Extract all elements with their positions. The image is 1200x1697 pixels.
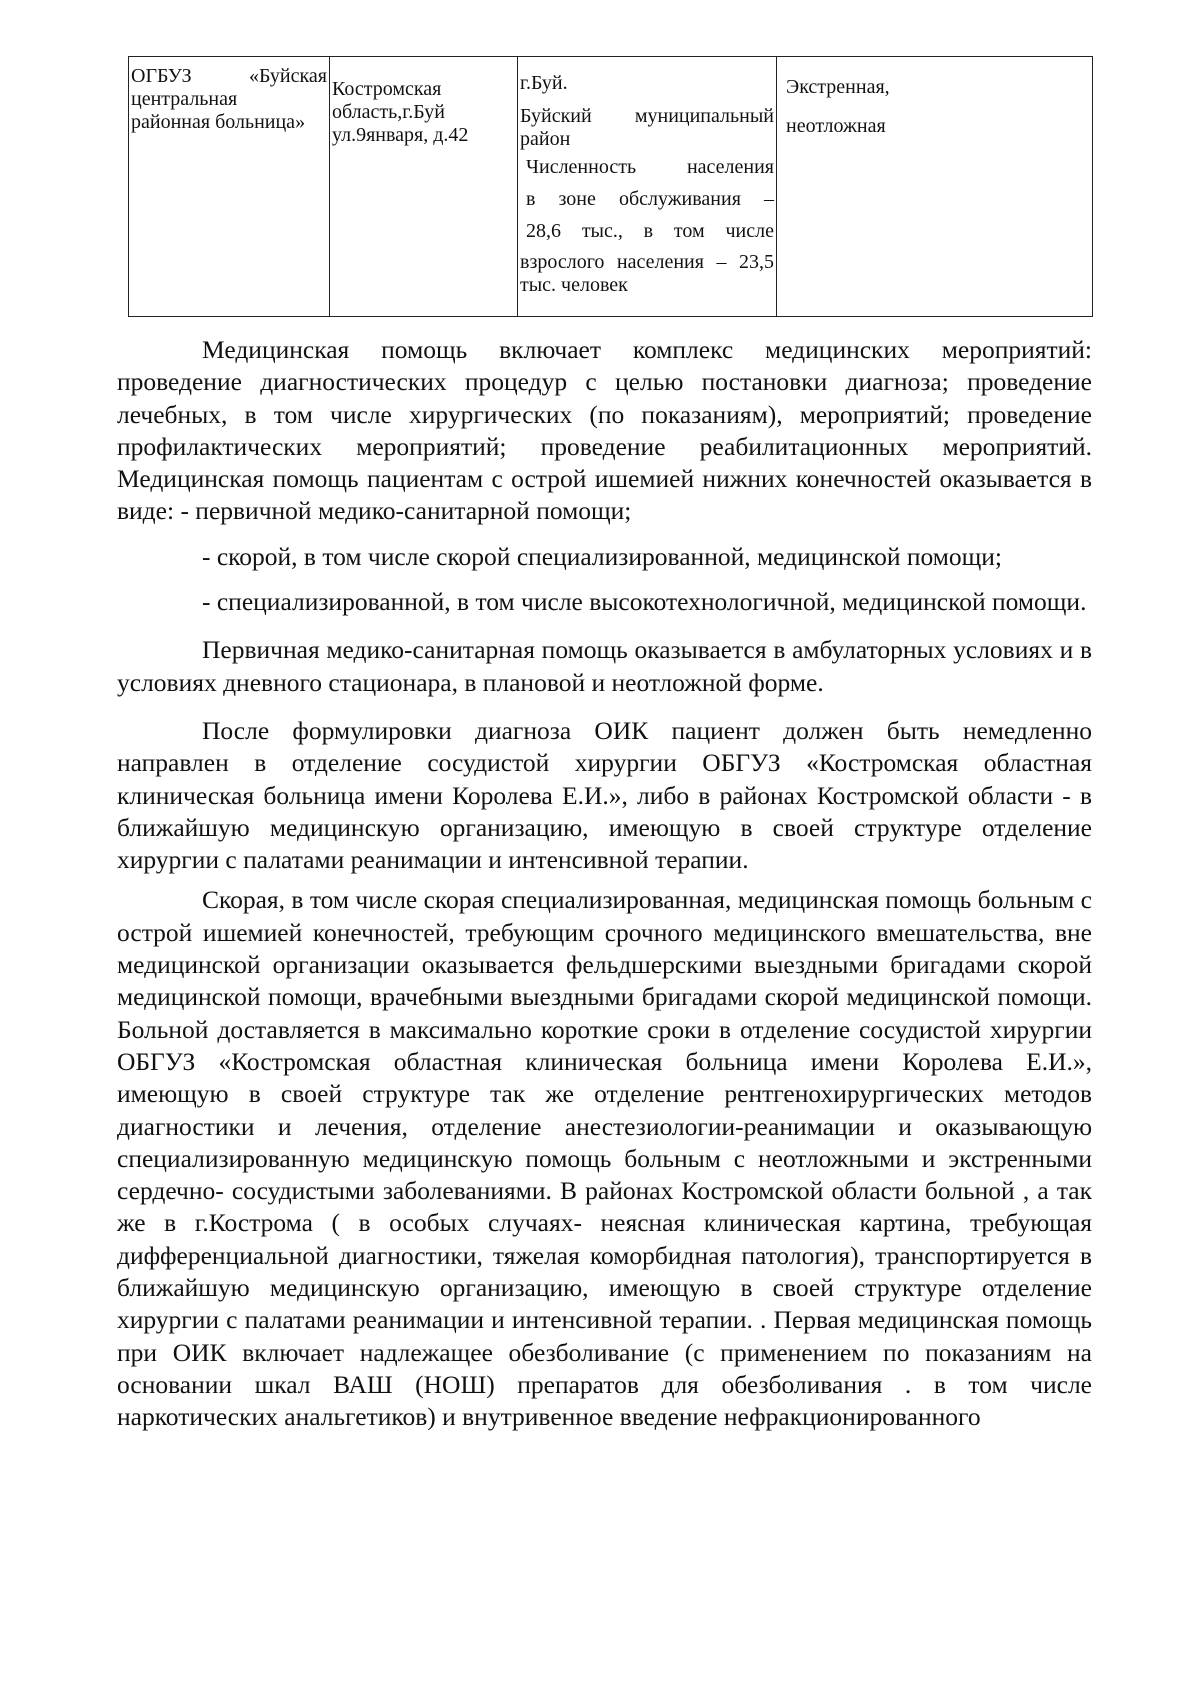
address-line: Костромская [332, 78, 442, 100]
territory-cell [518, 57, 777, 317]
address-line: область,г.Буй [332, 101, 445, 123]
document-body [117, 334, 1092, 1434]
district-line: район [520, 128, 571, 150]
population-line: Численность населения [526, 156, 774, 178]
city-name: г.Буй. [520, 72, 568, 94]
population-line: в зоне обслуживания – [526, 188, 774, 210]
organization-cell [129, 57, 330, 317]
paragraph-emergency-care: - скорой, в том числе скорой специализированной, медицинской помощи; [202, 541, 1003, 571]
paragraph-specialized-care: - специализированной, в том числе высокотехнологичной, медицинской помощи. [202, 587, 1087, 617]
organization-line: центральная [131, 88, 238, 110]
hospital-info-table [128, 56, 1093, 317]
address-line: ул.9января, д.42 [332, 124, 469, 146]
care-form-cell [777, 57, 1093, 317]
paragraph-primary-care: Первичная медико-санитарная помощь оказывается в амбулаторных условиях и в условиях дневного стационара, в плановой и неотложной форме. [117, 635, 1092, 697]
paragraph-ambulance-care: Скорая, в том числе скорая специализированная, медицинская помощь больным с острой ишемией конечностей, требующим срочного медицинского вмешательства, вне медицинской организации оказывается фельдшерскими выездными бригадами скорой медицинской помощи, врачебными выездными бригадами скорой медицинской помощи. Больной доставляется в максимально короткие сроки в отделение сосудистой хирургии ОБГУЗ «Костромская областная клиническая больница имени Королева Е.И.», имеющую в своей структуре так же отделение рентгенохирургических методов диагностики и лечения, отделение анестезиологии-реанимации и оказывающую специализированную медицинскую помощь больным с неотложными и экстренными сердечно- сосудистыми заболеваниями. В районах Костромской области больной , а так же в г.Кострома ( в особых случаях- неясная клиническая картина, требующая дифференциальной диагностики, тяжелая коморбидная патология), транспортируется в ближайшую медицинскую организацию, имеющую в своей структуре отделение хирургии с палатами реанимации и интенсивной терапии. . Первая медицинская помощь при ОИК включает надлежащее обезболивание (с применением по показаниям на основании шкал ВАШ (НОШ) препаратов для обезболивания . в том числе наркотических анальгетиков) и внутривенное введение нефракционированного [117, 885, 1092, 1432]
population-line: 28,6 тыс., в том числе [526, 220, 774, 242]
paragraph-medical-care: Медицинская помощь включает комплекс медицинских мероприятий: проведение диагностических процедур с целью постановки диагноза; проведение лечебных, в том числе хирургических (по показаниям), мероприятий; проведение профилактических мероприятий; проведение реабилитационных мероприятий. Медицинская помощь пациентам с острой ишемией нижних конечностей оказывается в виде: - первичной медико-санитарной помощи; [117, 335, 1092, 526]
table-row [129, 57, 1093, 317]
address-cell [330, 57, 518, 317]
organization-line: ОГБУЗ «Буйская [131, 65, 327, 87]
care-form-line: Экстренная, [786, 76, 890, 98]
district-line: Буйский муниципальный [520, 105, 774, 127]
paragraph-diagnosis-routing: После формулировки диагноза ОИК пациент должен быть немедленно направлен в отделение сосудистой хирургии ОБГУЗ «Костромская областная клиническая больница имени Королева Е.И.», либо в районах Костромской области - в ближайшую медицинскую организацию, имеющую в своей структуре отделение хирургии с палатами реанимации и интенсивной терапии. [117, 715, 1092, 875]
care-form-line: неотложная [786, 115, 886, 137]
adult-population-line: тыс. человек [520, 274, 628, 296]
organization-line: районная больница» [131, 111, 306, 133]
adult-population-line: взрослого населения – 23,5 [520, 251, 774, 273]
